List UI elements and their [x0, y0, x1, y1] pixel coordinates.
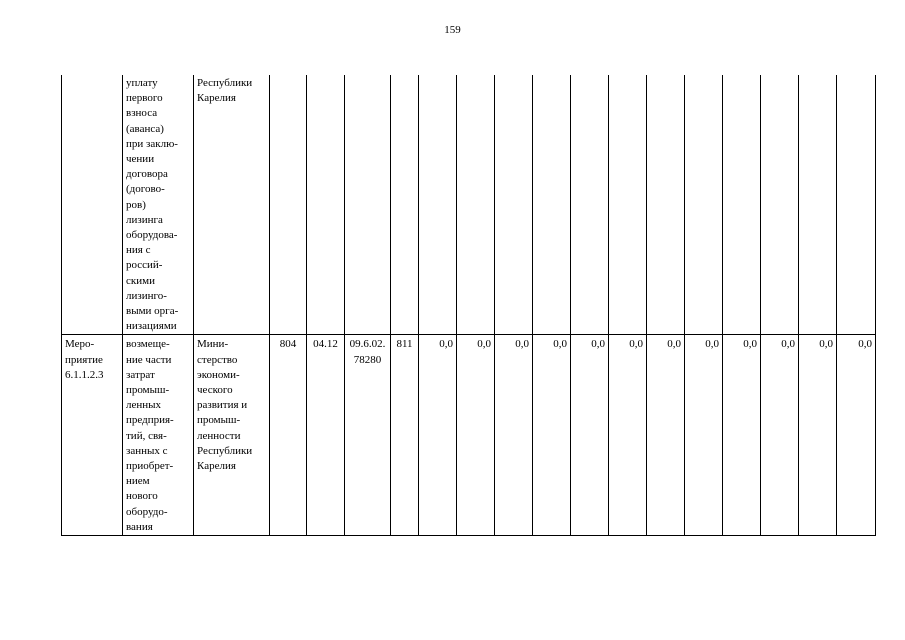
description-cell-line: договора [126, 168, 168, 181]
value-cell: 0,0 [799, 335, 837, 536]
description-cell-line: нового [126, 490, 158, 503]
value-cell [571, 75, 609, 335]
description-cell-line: (догово- [126, 183, 165, 196]
executor-cell-line: стерство [197, 353, 238, 366]
executor-cell-line: промыш- [197, 414, 241, 427]
description-cell-line: выми орга- [126, 305, 179, 318]
value-cell [647, 75, 685, 335]
value-cell: 0,0 [533, 335, 571, 536]
value-cell: 0,0 [761, 335, 799, 536]
vr-cell [391, 75, 419, 335]
description-cell-line: оборудо- [126, 505, 168, 518]
description-cell-line: тий, свя- [126, 429, 167, 442]
description-cell-line: приобрет- [126, 460, 174, 473]
description-cell-line: уплату [126, 77, 158, 89]
csr-cell-line: 09.6.02. [349, 338, 386, 351]
value-cell: 0,0 [685, 335, 723, 536]
activity-cell-line: Меро- [65, 338, 95, 351]
value-cell [609, 75, 647, 335]
csr-cell [345, 75, 391, 335]
grbs-cell [270, 75, 307, 335]
value-cell: 0,0 [457, 335, 495, 536]
description-cell-line: лизинга [126, 213, 163, 226]
description-cell-line: предприя- [126, 414, 174, 427]
description-cell-line: промыш- [126, 384, 170, 397]
value-cell [761, 75, 799, 335]
value-cell: 0,0 [419, 335, 457, 536]
description-cell-line: затрат [126, 368, 155, 381]
description-cell-line: при заклю- [126, 137, 178, 150]
value-cell: 0,0 [837, 335, 876, 536]
description-cell-line: нием [126, 475, 150, 488]
value-cell: 0,0 [609, 335, 647, 536]
description-cell [123, 75, 194, 335]
activity-cell-line: 6.1.1.2.3 [65, 368, 104, 381]
value-cell: 0,0 [495, 335, 533, 536]
value-cell: 0,0 [647, 335, 685, 536]
description-cell-line: ния с [126, 244, 151, 257]
executor-cell-line: Мини- [197, 338, 229, 351]
description-cell-line: ров) [126, 198, 146, 211]
csr-cell [345, 335, 391, 536]
executor-cell-line: экономи- [197, 368, 240, 381]
activity-cell [62, 75, 123, 335]
value-cell [799, 75, 837, 335]
executor-cell [194, 75, 270, 335]
value-cell [685, 75, 723, 335]
csr-cell-line: 78280 [353, 353, 382, 366]
executor-cell-line: ленности [197, 429, 241, 442]
executor-cell-line: ческого [197, 384, 233, 397]
description-cell-line: возмеще- [126, 338, 170, 351]
table-row [62, 335, 876, 536]
value-cell [495, 75, 533, 335]
executor-cell-line: Карелия [197, 460, 236, 473]
rzpr-cell: 04.12 [307, 335, 345, 536]
executor-cell-line: Республики [197, 77, 253, 89]
description-cell-line: первого [126, 92, 163, 105]
table-row [62, 75, 876, 335]
description-cell-line: чении [126, 153, 155, 166]
description-cell-line: оборудова- [126, 229, 178, 242]
value-cell: 0,0 [571, 335, 609, 536]
description-cell-line: занных с [126, 444, 168, 457]
description-cell-line: ние части [126, 353, 172, 366]
description-cell-line: скими [126, 274, 155, 287]
rzpr-cell [307, 75, 345, 335]
value-cell [533, 75, 571, 335]
value-cell [419, 75, 457, 335]
vr-cell: 811 [391, 335, 419, 536]
description-cell-line: вания [126, 520, 153, 533]
budget-table [61, 75, 876, 536]
description-cell-line: взноса [126, 107, 158, 120]
executor-cell-line: Карелия [197, 92, 236, 105]
value-cell: 0,0 [723, 335, 761, 536]
activity-cell [62, 335, 123, 536]
value-cell [723, 75, 761, 335]
description-cell-line: ленных [126, 399, 162, 412]
value-cell [837, 75, 876, 335]
description-cell-line: лизинго- [126, 289, 167, 302]
description-cell-line: (аванса) [126, 122, 164, 135]
executor-cell-line: развития и [197, 399, 248, 412]
description-cell-line: низациями [126, 320, 177, 333]
description-cell-line: россий- [126, 259, 163, 272]
page-number: 159 [444, 24, 461, 36]
executor-cell [194, 335, 270, 536]
grbs-cell: 804 [270, 335, 307, 536]
value-cell [457, 75, 495, 335]
activity-cell-line: приятие [65, 353, 103, 366]
description-cell [123, 335, 194, 536]
executor-cell-line: Республики [197, 444, 253, 457]
